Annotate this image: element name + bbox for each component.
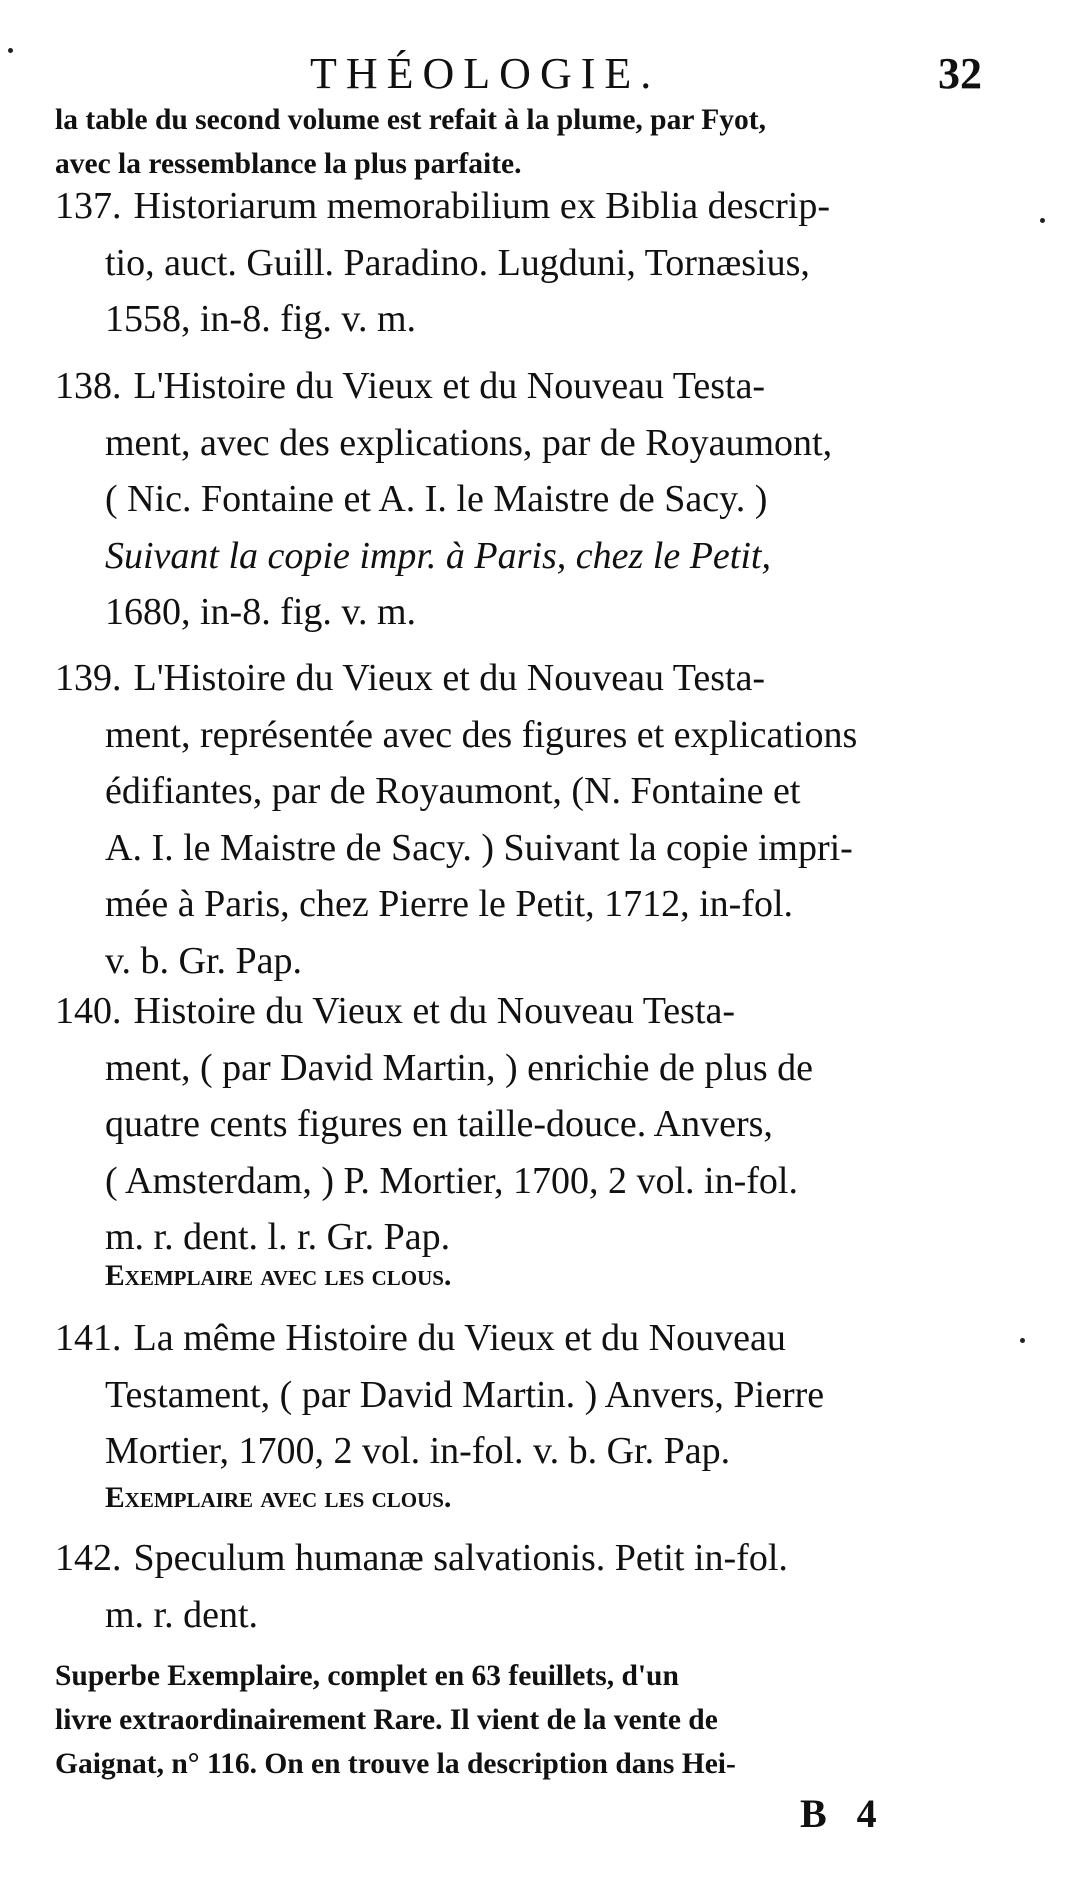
entry-number: 140. <box>55 990 122 1032</box>
entry-line: ( Nic. Fontaine et A. I. le Maistre de Sacy. ) <box>105 478 768 520</box>
catalog-entry-142 <box>55 1530 995 1643</box>
entry-line: L'Histoire du Vieux et du Nouveau Testa- <box>133 657 766 699</box>
entry-line: m. r. dent. <box>105 1593 259 1636</box>
entry-line: Testament, ( par David Martin. ) Anvers, Pierre <box>105 1373 825 1416</box>
entry-line: A. I. le Maistre de Sacy. ) Suivant la copie impri- <box>105 826 853 869</box>
entry-line: m. r. dent. l. r. Gr. Pap. <box>105 1216 451 1258</box>
entry-line: ment, représentée avec des figures et explications <box>105 713 858 756</box>
catalog-entry-141 <box>55 1310 995 1480</box>
catalog-entry-139 <box>55 650 995 989</box>
entry-line: Suivant la copie impr. à Paris, chez le Petit, <box>105 534 771 577</box>
catalog-entry-138 <box>55 358 995 641</box>
note-line: Gaignat, n° 116. On en trouve la description dans Hei- <box>55 1748 736 1780</box>
entry-line: ( Amsterdam, ) P. Mortier, 1700, 2 vol. in-fol. <box>105 1159 798 1202</box>
entry-line: Histoire du Vieux et du Nouveau Testa- <box>133 990 736 1032</box>
entry-number: 138. <box>55 365 122 407</box>
entry-line: L'Histoire du Vieux et du Nouveau Testa- <box>133 365 766 407</box>
entry-line: 1680, in-8. fig. v. m. <box>105 591 417 633</box>
note-line: avec la ressemblance la plus parfaite. <box>55 148 522 180</box>
entry-line: tio, auct. Guill. Paradino. Lugduni, Tornæsius, <box>105 241 810 284</box>
note-continuation <box>55 98 995 186</box>
entry-line: Historiarum memorabilium ex Biblia descrip- <box>133 185 831 227</box>
scan-speck <box>8 48 13 53</box>
scan-speck <box>1040 218 1045 223</box>
note-text: Exemplaire avec les clous. <box>105 1482 452 1514</box>
catalog-entry-140 <box>55 983 995 1266</box>
page-number: 32 <box>938 49 982 98</box>
entry-line: quatre cents figures en taille-douce. Anvers, <box>105 1103 773 1145</box>
entry-note-141 <box>105 1476 985 1520</box>
note-line: Superbe Exemplaire, complet en 63 feuillets, d'un <box>55 1660 679 1692</box>
note-line: la table du second volume est refait à la plume, par Fyot, <box>55 104 766 136</box>
entry-number: 142. <box>55 1537 122 1579</box>
entry-number: 137. <box>55 185 122 227</box>
entry-line: mée à Paris, chez Pierre le Petit, 1712, in-fol. <box>105 883 794 925</box>
note-line: livre extraordinairement Rare. Il vient de la vente de <box>55 1704 718 1736</box>
entry-line: La même Histoire du Vieux et du Nouveau <box>133 1317 786 1359</box>
entry-line: Speculum humanæ salvationis. Petit in-fol. <box>133 1537 788 1579</box>
signature-mark: B 4 <box>800 1791 887 1836</box>
entry-line: Mortier, 1700, 2 vol. in-fol. v. b. Gr. Pap. <box>105 1430 731 1472</box>
entry-note-140 <box>105 1254 985 1298</box>
scan-speck <box>1020 1338 1025 1343</box>
entry-line: ment, avec des explications, par de Royaumont, <box>105 421 833 464</box>
entry-number: 141. <box>55 1317 122 1359</box>
note-text: Exemplaire avec les clous. <box>105 1260 452 1292</box>
running-title: THÉOLOGIE. <box>310 49 661 98</box>
note-superbe-exemplaire <box>55 1654 995 1786</box>
entry-line: 1558, in-8. fig. v. m. <box>105 298 417 340</box>
entry-line: v. b. Gr. Pap. <box>105 939 303 982</box>
catalog-entry-137 <box>55 178 995 348</box>
entry-line: édifiantes, par de Royaumont, (N. Fontaine et <box>105 770 801 812</box>
entry-number: 139. <box>55 657 122 699</box>
entry-line: ment, ( par David Martin, ) enrichie de plus de <box>105 1046 814 1089</box>
